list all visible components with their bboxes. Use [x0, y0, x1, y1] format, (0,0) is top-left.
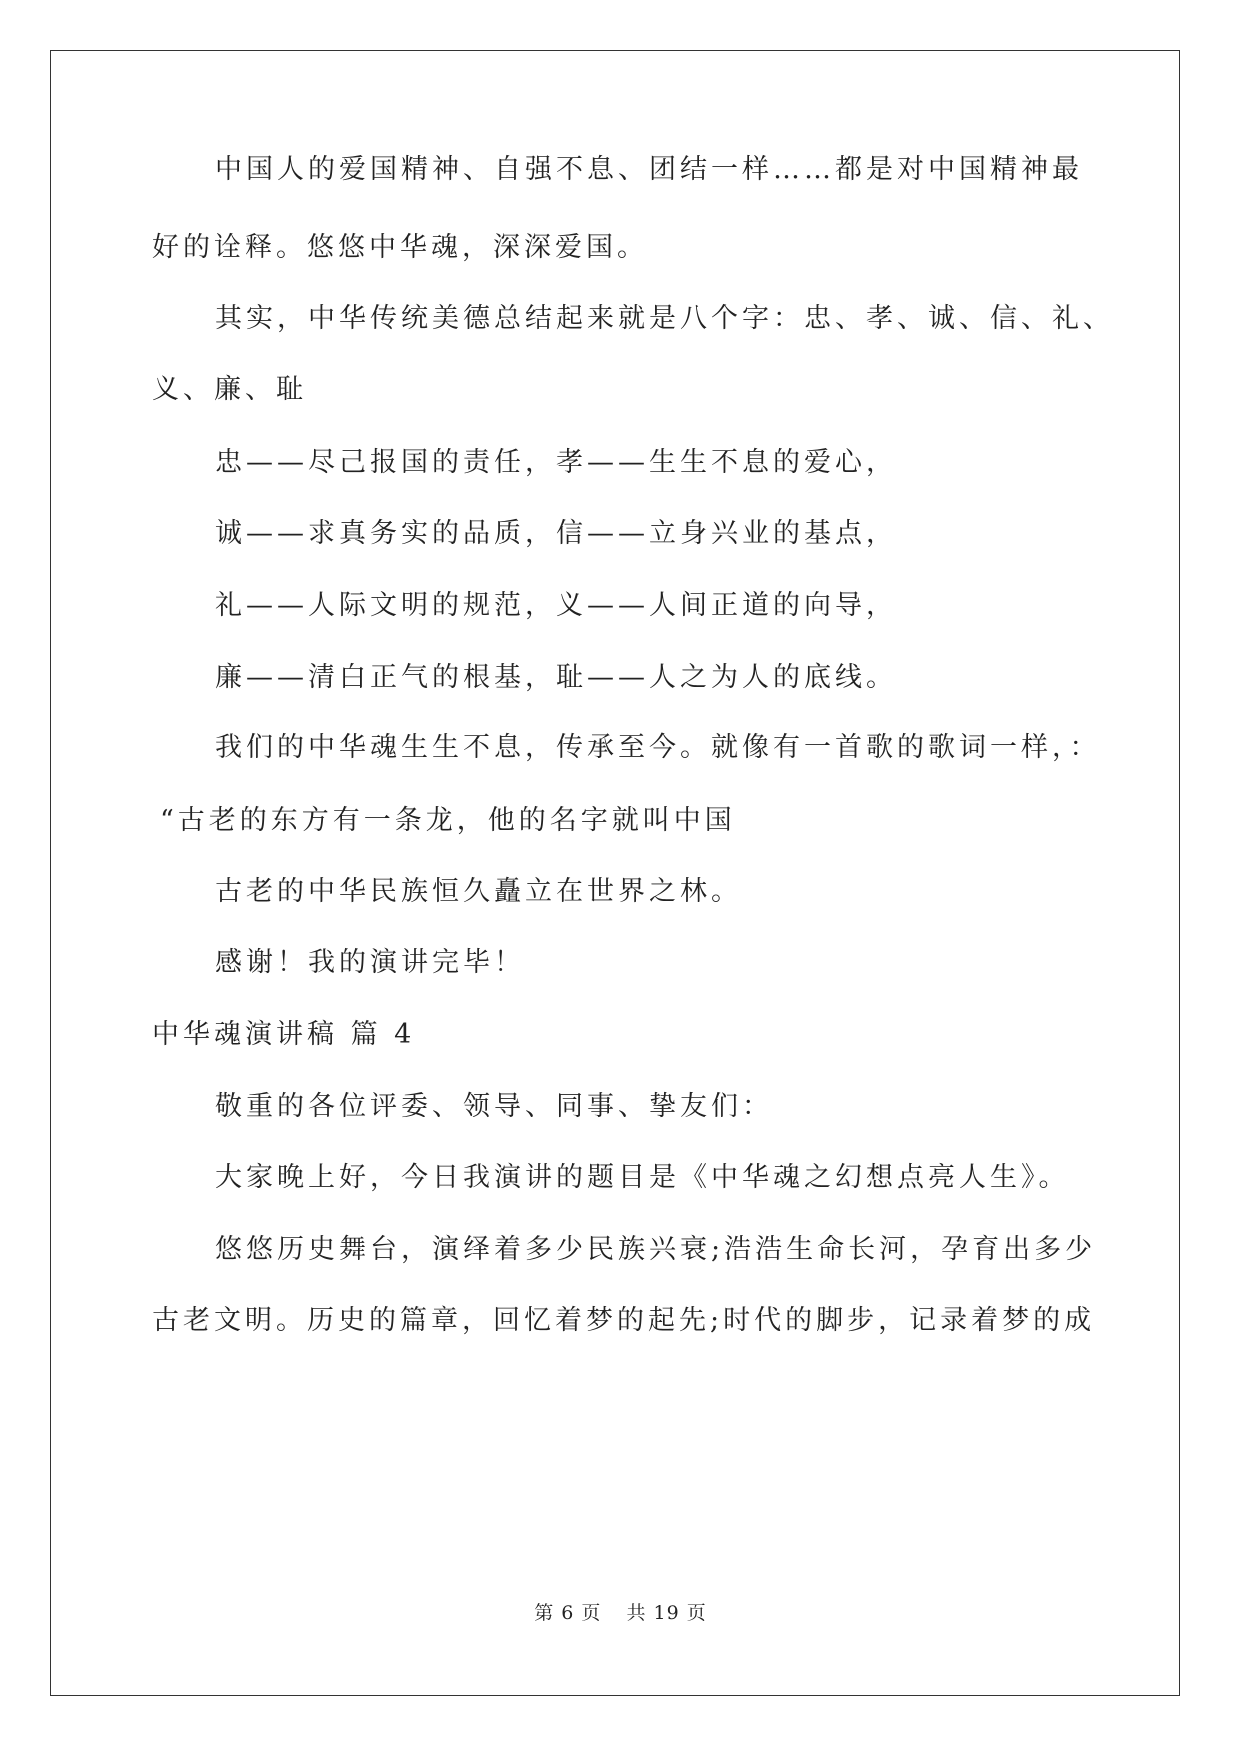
body-paragraph-line: 廉——清白正气的根基，耻——人之为人的底线。: [215, 662, 897, 693]
body-paragraph-line: 诚——求真务实的品质，信——立身兴业的基点，: [215, 518, 897, 549]
body-paragraph-line: 我们的中华魂生生不息，传承至今。就像有一首歌的歌词一样，：: [215, 732, 1101, 763]
body-paragraph-line: 其实，中华传统美德总结起来就是八个字：忠、孝、诚、信、礼、: [215, 303, 1114, 334]
body-paragraph-line: 悠悠历史舞台，演绎着多少民族兴衰;浩浩生命长河，孕育出多少: [215, 1234, 1097, 1265]
page-footer: [0, 1601, 1241, 1625]
body-paragraph-line: 古老的中华民族恒久矗立在世界之林。: [215, 876, 742, 907]
body-paragraph-line: 义、廉、耻: [152, 374, 307, 405]
body-paragraph-line: 忠——尽己报国的责任，孝——生生不息的爱心，: [215, 447, 897, 478]
body-paragraph-line: 敬重的各位评委、领导、同事、挚友们：: [215, 1091, 773, 1122]
quote-line: “古老的东方有一条龙，他的名字就叫中国: [160, 805, 736, 836]
section-heading: 中华魂演讲稿 篇 4: [152, 1019, 416, 1050]
body-paragraph-line: 礼——人际文明的规范，义——人间正道的向导，: [215, 590, 897, 621]
page-border: [50, 50, 1180, 1696]
page-total: 共 19 页: [626, 1602, 707, 1624]
body-paragraph-line: 中国人的爱国精神、自强不息、团结一样……都是对中国精神最: [215, 154, 1083, 185]
body-paragraph-line: 好的诠释。悠悠中华魂，深深爱国。: [152, 232, 648, 263]
page-number: 第 6 页: [534, 1602, 602, 1624]
body-paragraph-line: 古老文明。历史的篇章，回忆着梦的起先;时代的脚步，记录着梦的成: [152, 1305, 1096, 1336]
body-paragraph-line: 大家晚上好，今日我演讲的题目是《中华魂之幻想点亮人生》。: [215, 1162, 1070, 1193]
body-paragraph-line: 感谢！我的演讲完毕！: [215, 947, 525, 978]
